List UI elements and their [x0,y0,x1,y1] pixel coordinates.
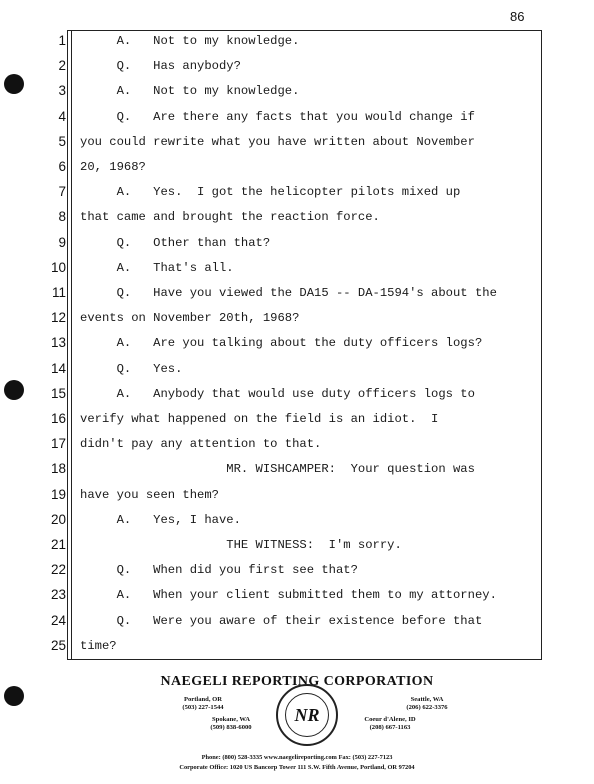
contact-line: Phone: (800) 528-3335 www.naegelireporting.com Fax: (503) 227-7123 [201,754,393,761]
transcript-line: A. Not to my knowledge. [80,84,300,99]
transcript-line: MR. WISHCAMPER: Your question was [80,462,475,477]
seal-monogram: NR [285,693,329,737]
line-number: 13 [50,335,66,351]
transcript-line: events on November 20th, 1968? [80,311,300,326]
binder-hole-middle [4,380,24,400]
margin-rule [71,30,72,660]
line-number: 9 [58,234,66,250]
office-phone: (208) 667-1163 [369,724,411,731]
office-spokane [186,716,276,732]
line-number: 18 [50,461,66,477]
line-number: 17 [50,436,66,452]
transcript-line: you could rewrite what you have written about November [80,134,475,149]
footer [0,668,594,784]
transcript-line: didn't pay any attention to that. [80,437,322,452]
line-number: 24 [50,612,66,628]
line-number: 22 [50,562,66,578]
transcript-line: A. Not to my knowledge. [80,34,300,48]
company-name: NAEGELI REPORTING CORPORATION [160,674,434,689]
line-number: 11 [51,285,66,300]
office-phone: (206) 622-3376 [406,704,448,711]
line-number: 5 [58,133,66,149]
transcript-line: Q. When did you first see that? [80,563,358,578]
line-number: 15 [50,385,66,401]
transcript-line: Q. Has anybody? [80,59,241,74]
office-phone: (503) 227-1544 [182,704,224,711]
office-phone: (509) 838-6000 [210,724,252,731]
transcript-line: 20, 1968? [80,160,146,174]
line-number: 25 [50,637,66,653]
line-number: 2 [58,58,66,74]
binder-hole-top [4,74,24,94]
line-number: 7 [58,184,66,200]
line-number: 8 [58,209,66,225]
corporate-address: Corporate Office: 1020 US Bancorp Tower 111 S.W. Fifth Avenue, Portland, OR 97204 [179,764,415,771]
transcript-line: A. Yes, I have. [80,512,241,527]
transcript-line: A. Yes. I got the helicopter pilots mixed up [80,185,461,200]
office-seattle [382,696,472,712]
transcript-line: THE WITNESS: I'm sorry. [80,538,402,552]
line-number: 23 [50,587,66,603]
transcript-line: A. That's all. [80,260,234,275]
transcript-line: Q. Are there any facts that you would change if [80,109,475,124]
company-seal [276,684,338,746]
transcript-line: time? [80,638,117,653]
line-number: 3 [58,83,66,99]
line-number: 6 [58,159,66,174]
office-city: Spokane, WA [212,716,250,723]
transcript-line: A. Anybody that would use duty officers logs to [80,386,475,401]
office-coeur [340,716,440,732]
page-number: 86 [510,9,525,24]
line-number: 14 [50,360,66,376]
transcript-line: A. When your client submitted them to my attorney. [80,588,497,603]
office-portland [158,696,248,712]
line-number: 10 [50,259,66,275]
transcript-line: that came and brought the reaction force. [80,210,380,225]
line-number: 4 [58,108,66,124]
transcript-line: verify what happened on the field is an idiot. I [80,412,439,426]
line-number: 1 [58,33,66,48]
transcript-line: Q. Were you aware of their existence before that [80,613,483,628]
office-city: Coeur d'Alene, ID [364,716,416,723]
line-number: 21 [50,537,66,552]
line-number: 19 [50,486,66,502]
office-city: Seattle, WA [410,696,444,703]
transcript-line: Q. Other than that? [80,235,271,250]
transcript-line: have you seen them? [80,487,219,502]
line-number: 20 [50,511,66,527]
office-city: Portland, OR [183,696,223,703]
transcript-line: A. Are you talking about the duty officers logs? [80,336,483,351]
transcript-line: Q. Have you viewed the DA15 -- DA-1594's about the [80,286,497,300]
transcript-line: Q. Yes. [80,361,183,376]
line-number: 16 [50,411,66,426]
line-number: 12 [50,310,66,326]
